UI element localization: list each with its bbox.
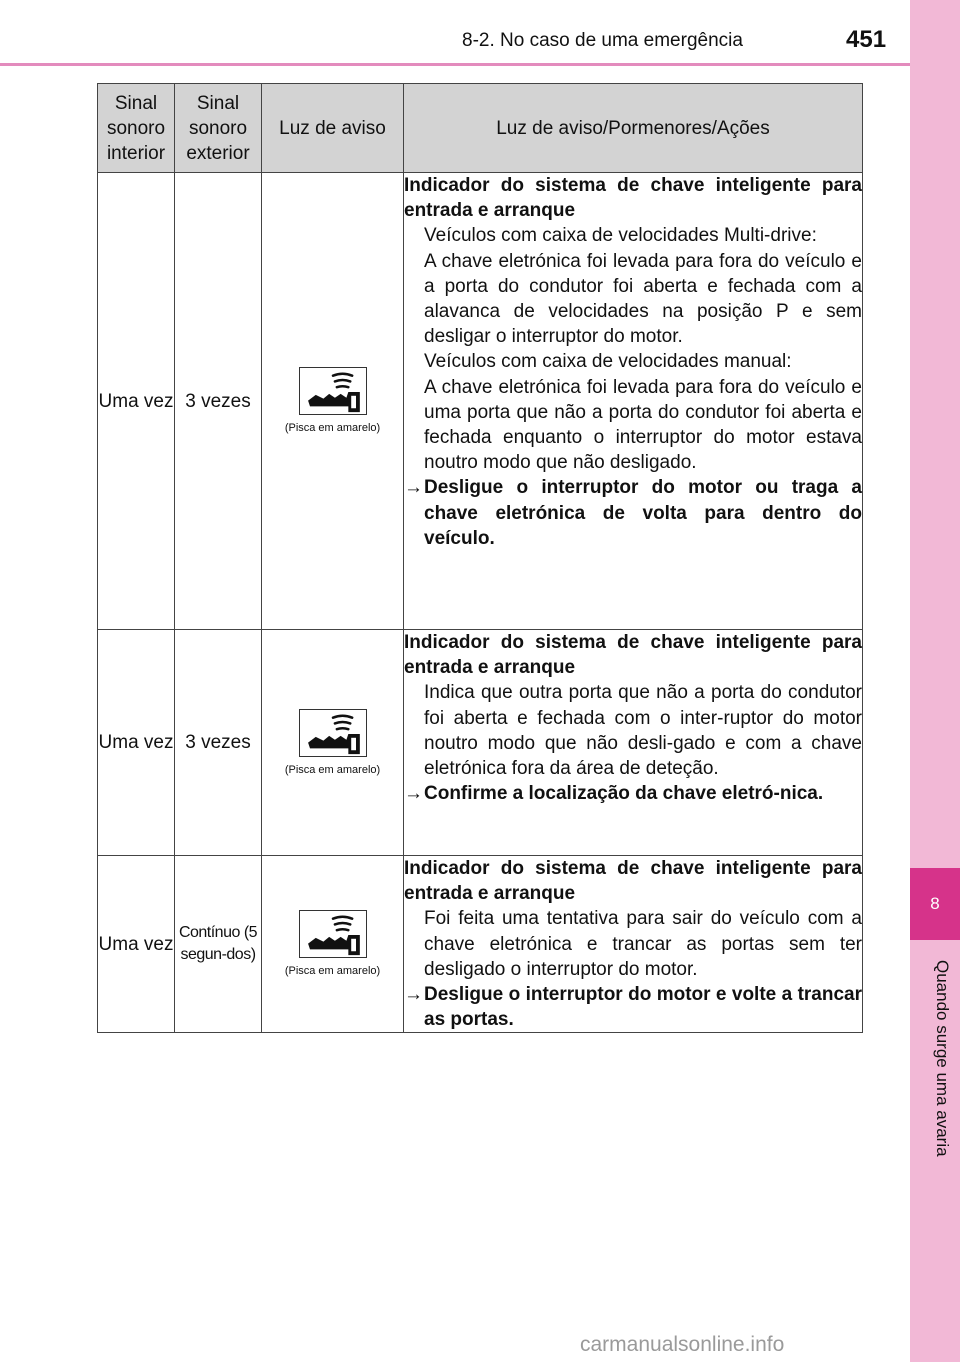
warning-buzzer-table [97,83,863,1033]
action-text: Desligue o interruptor do motor e volte a trancar as portas. [424,984,862,1031]
warning-light-cell [262,173,404,630]
interior-buzzer-cell: Uma vez [98,173,175,630]
page-number: 451 [846,26,887,53]
table-row [98,173,863,630]
details-cell [404,856,863,1033]
action-line [404,781,862,806]
action-text: Desligue o interruptor do motor ou traga a chave eletrónica de volta para dentro do veículo. [424,477,862,549]
details-paragraph: Veículos com caixa de velocidades Multi-drive: [424,225,817,247]
arrow-icon: → [404,984,423,1006]
indicator-title: Indicador do sistema de chave inteligente para entrada e arranque [404,632,862,679]
chapter-title-vertical: Quando surge uma avaria [933,960,952,1157]
section-title: 8-2. No caso de uma emergência [462,30,743,51]
details-paragraph: Veículos com caixa de velocidades manual: [424,351,792,373]
header-warning-light: Luz de aviso [262,84,404,173]
exterior-buzzer-cell: 3 vezes [175,173,262,630]
smart-key-warning-icon [299,367,367,415]
details-cell [404,173,863,630]
action-line [404,982,862,1032]
details-paragraph: A chave eletrónica foi levada para fora do veículo e a porta do condutor foi aberta e fechada com a alavanca de velocidades na posição P e sem desligar o interruptor do motor. [424,250,862,348]
warning-light-caption: (Pisca em amarelo) [284,763,381,776]
warning-light-cell [262,856,404,1033]
table-header-row [98,84,863,173]
action-text: Confirme a localização da chave eletró-nica. [424,783,824,805]
details-paragraph: Indica que outra porta que não a porta do condutor foi aberta e fechada com o inter-ruptor do motor noutro modo que não desli-gado e com a chave eletrónica fora da área de deteção. [424,682,862,780]
header-exterior-buzzer: Sinal sonoro exterior [175,84,262,173]
header-interior-buzzer: Sinal sonoro interior [98,84,175,173]
indicator-title: Indicador do sistema de chave inteligente para entrada e arranque [404,175,862,222]
indicator-title: Indicador do sistema de chave inteligente para entrada e arranque [404,858,862,905]
exterior-buzzer-cell: 3 vezes [175,630,262,856]
interior-buzzer-cell: Uma vez [98,856,175,1033]
interior-buzzer-cell: Uma vez [98,630,175,856]
header-details-actions: Luz de aviso/Pormenores/Ações [404,84,863,173]
warning-light-caption: (Pisca em amarelo) [284,422,381,434]
table-row [98,630,863,856]
action-line [404,475,862,551]
details-cell [404,630,863,856]
header-rule [0,63,910,66]
watermark: carmanualsonline.info [580,1333,785,1356]
exterior-buzzer-cell: Contínuo (5 segun-dos) [175,856,262,1033]
arrow-icon: → [404,477,423,499]
chapter-number-badge: 8 [910,868,960,940]
warning-light-caption: (Pisca em amarelo) [284,965,381,978]
table-row [98,856,863,1033]
smart-key-warning-icon [299,709,367,757]
smart-key-warning-icon [299,910,367,958]
arrow-icon: → [404,783,423,805]
warning-light-cell [262,630,404,856]
details-paragraph: Foi feita uma tentativa para sair do veículo com a chave eletrónica e trancar as portas sem ter desligado o interruptor do motor. [424,908,862,980]
details-paragraph: A chave eletrónica foi levada para fora do veículo e uma porta que não a porta do condutor foi aberta e fechada enquanto o interruptor do motor estava noutro modo que não desligado. [424,376,862,474]
